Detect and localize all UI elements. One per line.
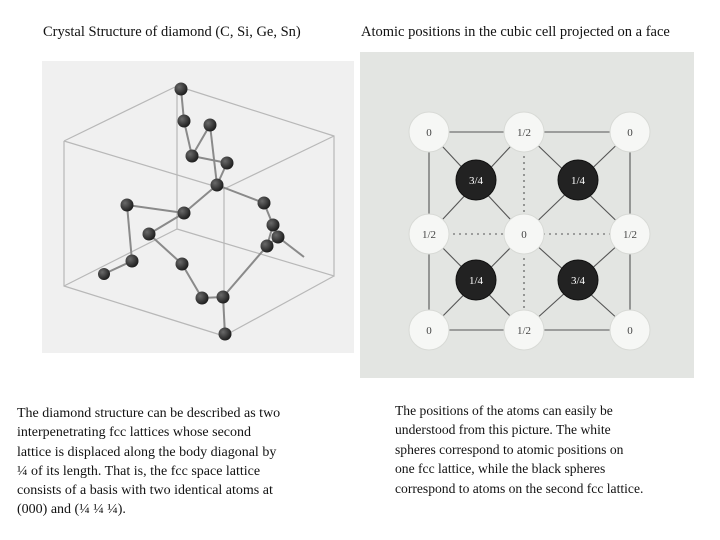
label-middle-left: 1/2: [421, 229, 437, 241]
caption-line: understood from this picture. The white: [395, 422, 611, 438]
atom: [258, 197, 271, 210]
atom: [196, 292, 209, 305]
caption-line: consists of a basis with two identical atoms at: [17, 483, 273, 499]
caption-line: correspond to atoms on the second fcc lattice.: [395, 480, 644, 496]
label-bottom-right: 0: [627, 325, 633, 337]
caption-line: lattice is displaced along the body diagonal by: [17, 444, 277, 460]
label-top-left: 0: [426, 127, 432, 139]
caption-line: (000) and (¼ ¼ ¼).: [17, 502, 126, 518]
label-upper-right: 1/4: [570, 175, 586, 187]
atom: [126, 255, 139, 268]
atom: [221, 157, 234, 170]
right-panel-title: Atomic positions in the cubic cell projected on a face: [361, 24, 670, 40]
atom: [211, 179, 224, 192]
caption-line: interpenetrating fcc lattices whose second: [17, 425, 252, 441]
label-lower-left: 1/4: [468, 275, 484, 287]
label-top-center: 1/2: [516, 127, 532, 139]
caption-line: spheres correspond to atomic positions on: [395, 441, 624, 457]
atom: [186, 150, 199, 163]
right-caption: [395, 401, 695, 498]
label-center: 0: [521, 229, 527, 241]
projection-drawing: [360, 52, 694, 378]
atom: [219, 328, 232, 341]
atom: [267, 219, 280, 232]
caption-line: The positions of the atoms can easily be: [395, 403, 613, 418]
cubic-cell-projection-image: [360, 52, 694, 378]
diamond-structure-drawing: [42, 61, 354, 353]
label-lower-right: 3/4: [570, 275, 586, 287]
atom: [121, 199, 134, 212]
diamond-structure-model-image: [42, 61, 354, 353]
atom: [175, 83, 188, 96]
left-panel-title: Crystal Structure of diamond (C, Si, Ge, Sn): [43, 24, 301, 40]
atom: [178, 115, 191, 128]
carbon-atoms: [98, 83, 285, 341]
label-bottom-left: 0: [426, 325, 432, 337]
caption-line: one fcc lattice, while the black spheres: [395, 461, 606, 477]
atom: [178, 207, 191, 220]
label-middle-right: 1/2: [622, 229, 638, 241]
atom: [272, 231, 285, 244]
atom: [176, 258, 189, 271]
atom: [217, 291, 230, 304]
label-bottom-center: 1/2: [516, 325, 532, 337]
atom: [98, 268, 110, 280]
caption-line: ¼ of its length. That is, the fcc space lattice: [17, 463, 261, 479]
atom: [204, 119, 217, 132]
label-top-right: 0: [627, 127, 633, 139]
left-caption: [17, 404, 342, 520]
label-upper-left: 3/4: [468, 175, 484, 187]
atom: [261, 240, 274, 253]
caption-line: The diamond structure can be described as two: [17, 406, 281, 421]
atom: [143, 228, 156, 241]
